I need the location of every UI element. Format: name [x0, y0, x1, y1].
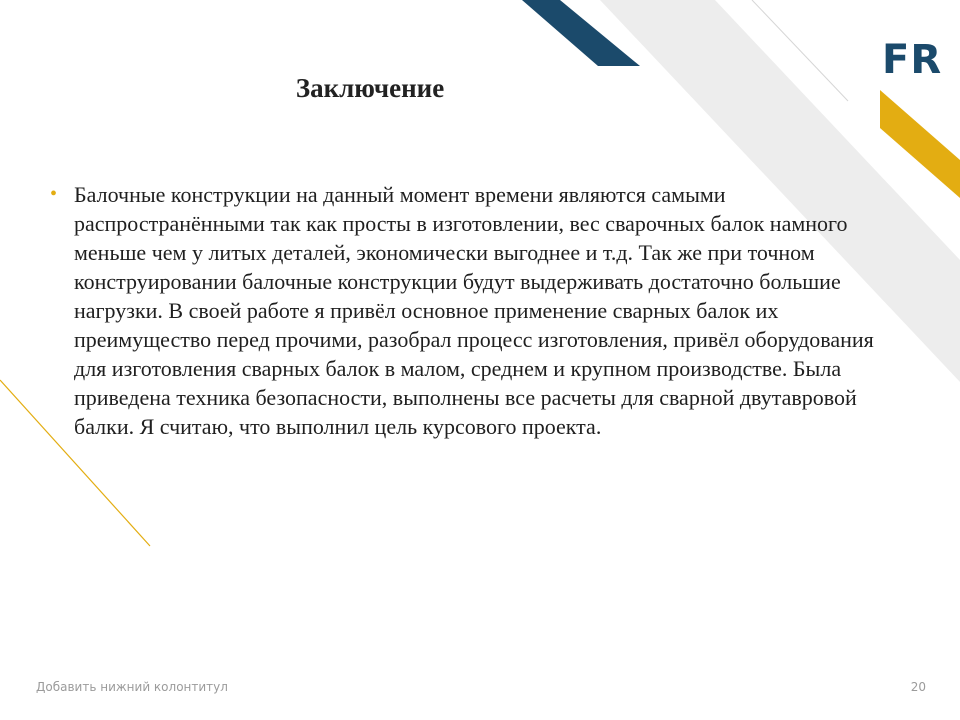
- content-list: [48, 180, 898, 441]
- slide-title: Заключение: [295, 73, 445, 103]
- footer-text: Добавить нижний колонтитул: [36, 680, 228, 694]
- page-number: 20: [910, 680, 926, 694]
- company-logo: FR: [882, 37, 943, 83]
- bullet-dot-icon: •: [50, 183, 58, 205]
- bullet-item: [48, 180, 898, 441]
- bullet-text: Балочные конструкции на данный момент времени являются самыми распространёнными так как просты в изготовлении, вес сварочных балок намного меньше чем у литых деталей, экономически выгоднее и т.д. Так же при точном конструировании балочные конструкции будут выдерживать достаточно большие нагрузки. В своей работе я привёл основное применение сварных балок их преимущество перед прочими, разобрал процесс изготовления, привёл оборудования для изготовления сварных балок в малом, среднем и крупном производстве. Была приведена техника безопасности, выполнены все расчеты для сварной двутавровой балки. Я считаю, что выполнил цель курсового проекта.: [74, 182, 874, 439]
